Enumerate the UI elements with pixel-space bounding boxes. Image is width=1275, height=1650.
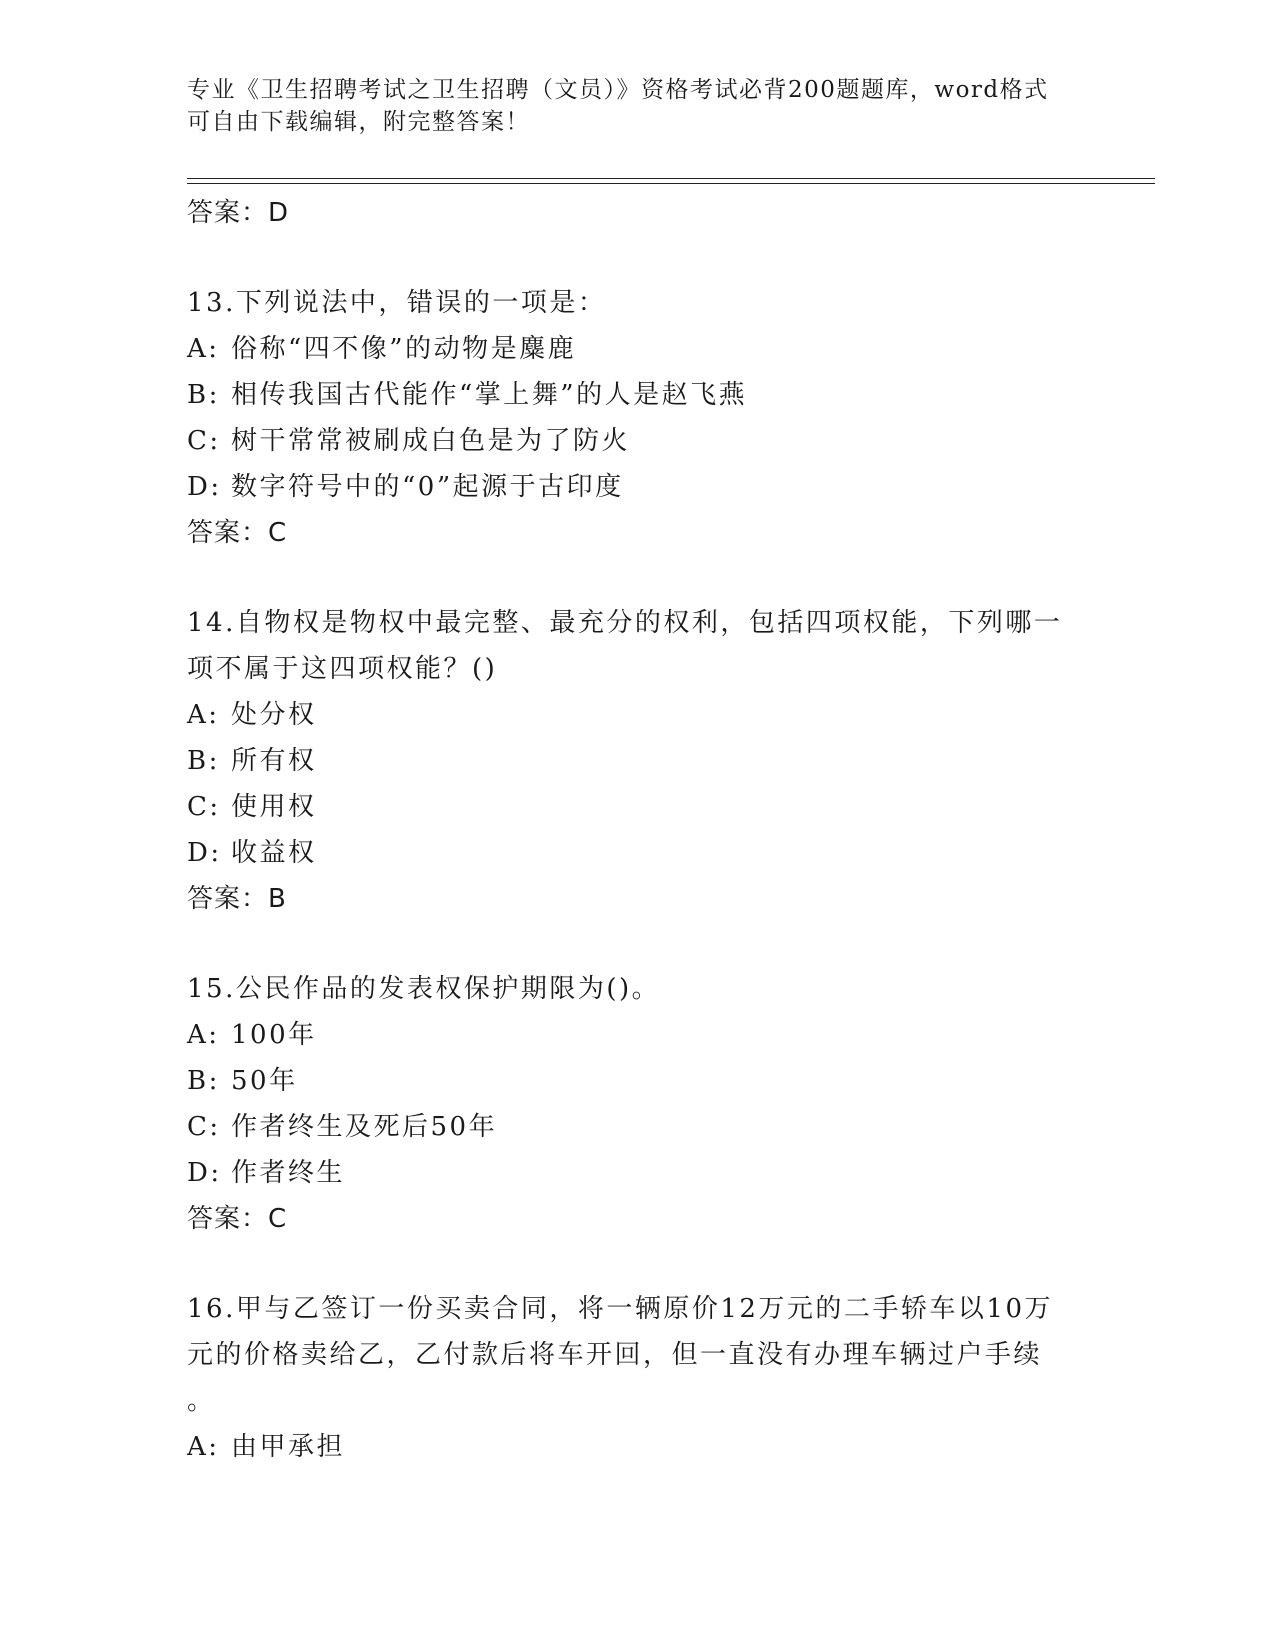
option-text: 相传我国古代能作“掌上舞”的人是赵飞燕 <box>231 380 748 410</box>
question-stem-line-2: 项不属于这四项权能？() <box>187 654 498 684</box>
question-14 <box>187 600 1087 922</box>
option-label: A: <box>187 1432 220 1462</box>
option-text: 处分权 <box>231 700 317 730</box>
answer-value: C <box>268 518 288 548</box>
option-label: D: <box>187 1158 222 1188</box>
option-label: D: <box>187 838 222 868</box>
option-text: 作者终生 <box>231 1158 346 1188</box>
option-d <box>187 830 1087 876</box>
option-a <box>187 326 1087 372</box>
option-d <box>187 464 1087 510</box>
answer-prefix: 答案： <box>187 198 269 228</box>
option-text: 数字符号中的“0”起源于古印度 <box>231 472 624 502</box>
option-b <box>187 372 1087 418</box>
question-stem: 15.公民作品的发表权保护期限为()。 <box>187 974 661 1004</box>
option-a <box>187 1012 1087 1058</box>
option-text: 树干常常被刷成白色是为了防火 <box>231 426 631 456</box>
option-b <box>187 738 1087 784</box>
option-label: A: <box>187 1020 220 1050</box>
page-header <box>187 74 1087 138</box>
answer-line <box>187 190 1087 236</box>
option-text: 所有权 <box>231 746 317 776</box>
option-c <box>187 418 1087 464</box>
question-stem: 13.下列说法中，错误的一项是： <box>187 288 607 318</box>
header-line-1: 专业《卫生招聘考试之卫生招聘（文员）》资格考试必背200题题库，word格式 <box>187 77 1049 103</box>
question-16 <box>187 1286 1087 1470</box>
answer-prefix: 答案： <box>187 1204 269 1234</box>
option-text: 俗称“四不像”的动物是麋鹿 <box>231 334 577 364</box>
option-text: 50年 <box>231 1066 298 1096</box>
spacer <box>187 236 1087 280</box>
option-label: B: <box>187 746 220 776</box>
option-label: A: <box>187 700 220 730</box>
question-stem-line-1: 16.甲与乙签订一份买卖合同，将一辆原价12万元的二手轿车以10万 <box>187 1294 1054 1324</box>
option-text: 由甲承担 <box>231 1432 346 1462</box>
option-a <box>187 1424 1087 1470</box>
header-rule-top <box>187 178 1155 179</box>
option-label: C: <box>187 426 221 456</box>
option-text: 收益权 <box>231 838 317 868</box>
answer-value: B <box>268 884 287 914</box>
question-15 <box>187 966 1087 1242</box>
answer-value: C <box>268 1204 288 1234</box>
question-13 <box>187 280 1087 556</box>
spacer <box>187 1242 1087 1286</box>
question-stem-line-2: 元的价格卖给乙，乙付款后将车开回，但一直没有办理车辆过户手续 <box>187 1340 1043 1370</box>
option-a <box>187 692 1087 738</box>
option-label: B: <box>187 1066 220 1096</box>
question-content <box>187 190 1087 1470</box>
question-stem-line-3: 。 <box>187 1386 216 1416</box>
answer-prefix: 答案： <box>187 884 269 914</box>
answer-prefix: 答案： <box>187 518 269 548</box>
option-text: 使用权 <box>231 792 317 822</box>
option-text: 100年 <box>231 1020 317 1050</box>
option-d <box>187 1150 1087 1196</box>
option-b <box>187 1058 1087 1104</box>
answer-line <box>187 510 1087 556</box>
answer-line <box>187 1196 1087 1242</box>
option-label: A: <box>187 334 220 364</box>
option-label: C: <box>187 1112 221 1142</box>
option-text: 作者终生及死后50年 <box>231 1112 498 1142</box>
spacer <box>187 922 1087 966</box>
option-label: C: <box>187 792 221 822</box>
option-label: B: <box>187 380 220 410</box>
spacer <box>187 556 1087 600</box>
answer-line <box>187 876 1087 922</box>
option-c <box>187 1104 1087 1150</box>
answer-value: D <box>268 198 290 228</box>
option-c <box>187 784 1087 830</box>
question-stem-line-1: 14.自物权是物权中最完整、最充分的权利，包括四项权能，下列哪一 <box>187 608 1063 638</box>
header-line-2: 可自由下载编辑，附完整答案！ <box>187 109 530 135</box>
option-label: D: <box>187 472 222 502</box>
header-rule-bottom <box>187 183 1155 184</box>
